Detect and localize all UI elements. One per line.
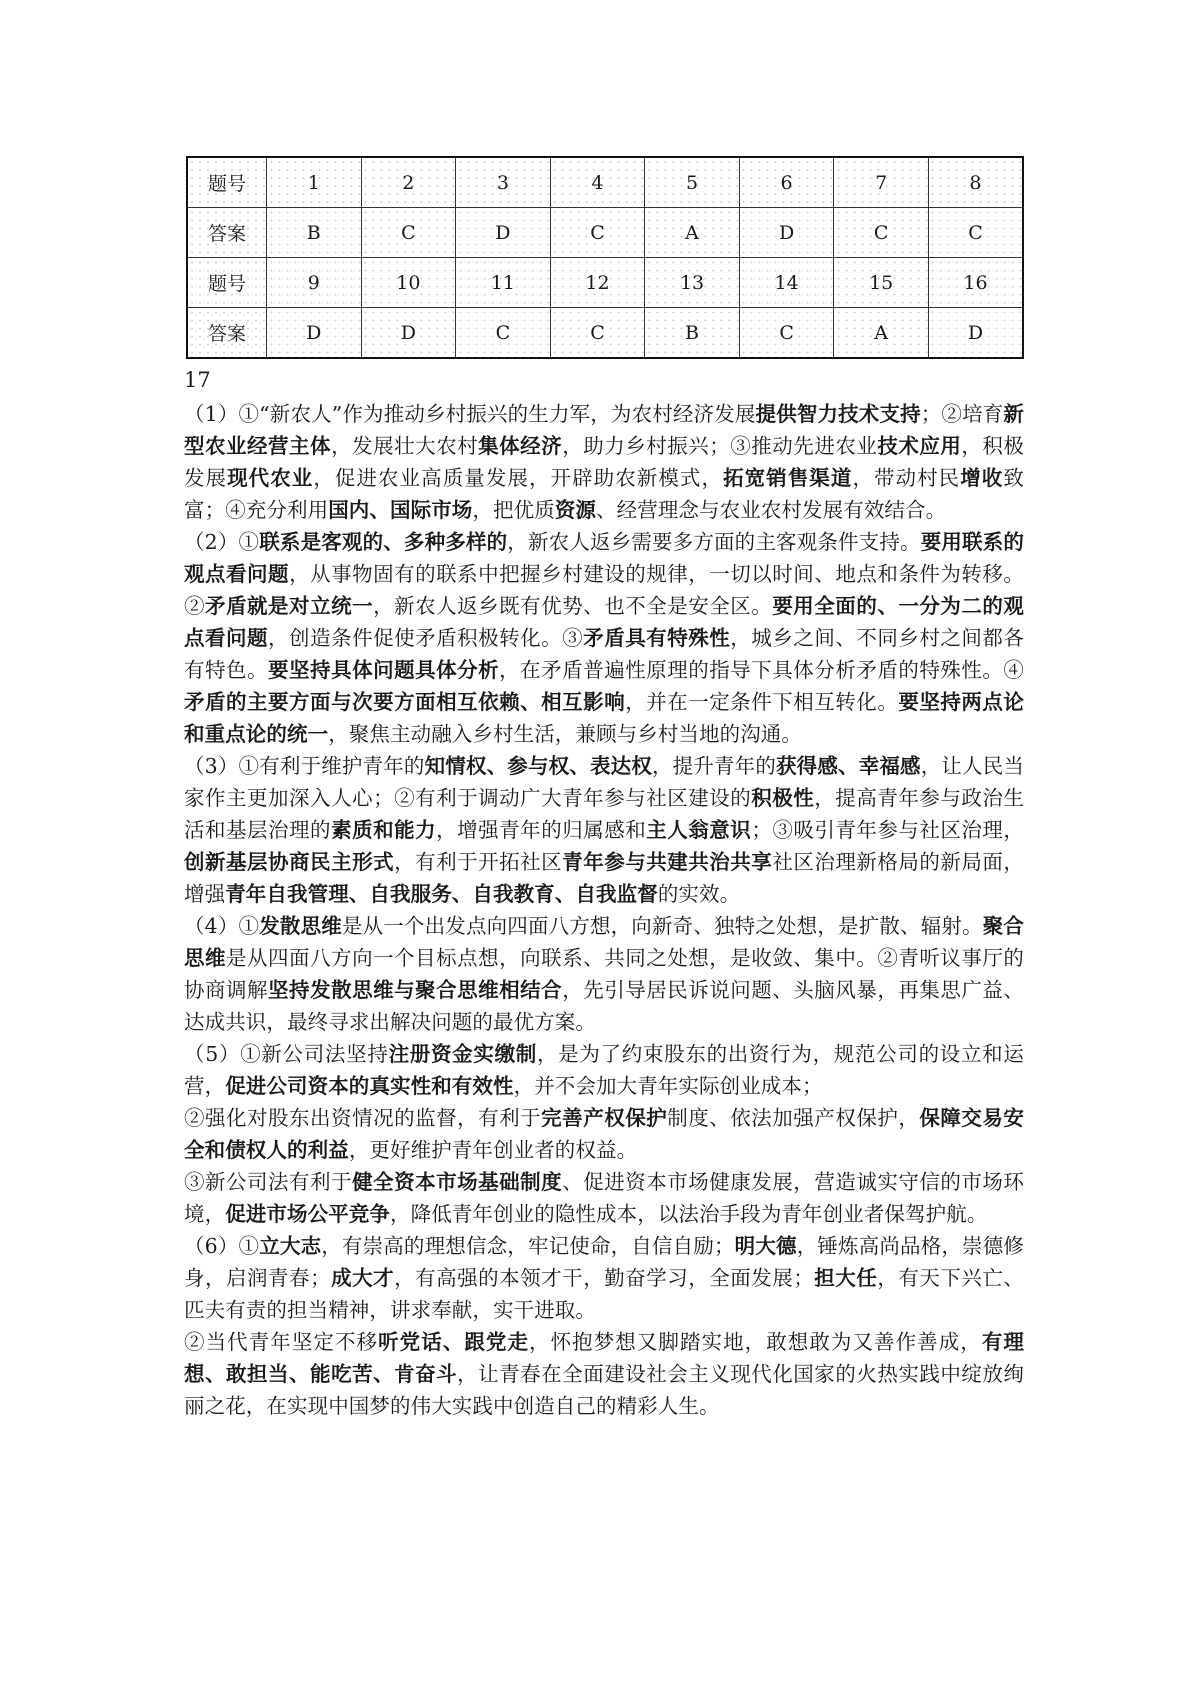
table-cell: D (456, 208, 551, 258)
body-text: ，怀抱梦想又脚踏实地，敢想敢为又善作善成， (529, 1330, 982, 1354)
key-point-text: 矛盾就是对立统一 (205, 594, 374, 618)
key-point-text: 青年自我管理、自我服务、自我教育、自我监督 (225, 882, 658, 906)
answer-key-table-body (187, 157, 1023, 358)
key-point-text: 担大任 (813, 1266, 878, 1290)
body-text: ；②培育 (920, 402, 1004, 426)
key-point-text: 听党话、跟党走 (378, 1330, 529, 1354)
key-point-text: 坚持发散思维与聚合思维相结合 (268, 978, 563, 1002)
table-row (187, 258, 1023, 308)
body-text: （4）① (184, 914, 260, 938)
key-point-text: 注册资金实缴制 (388, 1042, 537, 1066)
body-text: ②当代青年坚定不移 (184, 1330, 379, 1354)
body-text: 是从四面八方向一个目标点想，向联系、共同之处想，是收敛、集中。②青听议事厅的协商调解 (184, 946, 1024, 1002)
table-cell: B (267, 208, 362, 258)
key-point-text: 立大志 (259, 1234, 322, 1258)
body-text: 是从一个出发点向四面八方想，向新奇、独特之处想，是扩散、辐射。 (341, 914, 983, 938)
key-point-text: 有理想、敢担当、能吃苦、肯奋斗 (184, 1330, 1024, 1386)
table-cell: D (361, 308, 456, 359)
body-text: ，提升青年的 (651, 754, 777, 778)
body-text: ，并不会加大青年实际创业成本； (513, 1074, 823, 1098)
key-point-text: 促进市场公平竞争 (225, 1202, 391, 1226)
key-point-text: 联系是客观的、多种多样的 (259, 530, 508, 554)
body-text: ，有崇高的理想信念，牢记使命，自信自励； (321, 1234, 735, 1258)
key-point-text: 完善产权保护 (541, 1106, 668, 1130)
body-text: ，是为了约束股东的出资行为，规范公司的设立和运营， (184, 1042, 1024, 1098)
table-cell: A (645, 208, 740, 258)
key-point-text: 促进公司资本的真实性和有效性 (225, 1074, 514, 1098)
table-cell: 7 (834, 157, 929, 208)
body-text: ②强化对股东出资情况的监督，有利于 (184, 1106, 542, 1130)
table-row (187, 308, 1023, 359)
body-text: ，新农人返乡既有优势、也不全是安全区。 (373, 594, 773, 618)
key-point-text: 明大德 (734, 1234, 797, 1258)
table-cell: 10 (361, 258, 456, 308)
table-cell: D (267, 308, 362, 359)
body-text: ；③吸引青年参与社区治理， (751, 818, 1025, 842)
answer-paragraph (184, 1230, 1024, 1326)
row-header-cell: 答案 (187, 208, 267, 258)
body-text: 的实效。 (657, 882, 741, 906)
body-text: （6）① (184, 1234, 260, 1258)
body-text: ，城乡之间、不同乡村之间都各有特色。 (184, 626, 1025, 682)
answer-paragraph (184, 1326, 1024, 1422)
table-cell: C (739, 308, 834, 359)
table-cell: C (361, 208, 456, 258)
key-point-text: 素质和能力 (331, 818, 437, 842)
table-row (187, 157, 1023, 208)
body-text: （5）①新公司法坚持 (184, 1042, 389, 1066)
key-point-text: 获得感、幸福感 (776, 754, 921, 778)
body-text: ，促进农业高质量发展，开辟助农新模式， (313, 466, 724, 490)
table-cell: D (739, 208, 834, 258)
key-point-text: 健全资本市场基础制度 (352, 1170, 563, 1194)
body-text: ，并在一定条件下相互转化。 (625, 690, 899, 714)
body-text: ，把优质 (472, 498, 555, 522)
body-text: ，有高强的本领才干，勤奋学习，全面发展； (394, 1266, 814, 1290)
table-cell: A (834, 308, 929, 359)
table-cell: 5 (645, 157, 740, 208)
body-text: （2）① (184, 530, 260, 554)
row-header-cell: 题号 (187, 157, 267, 208)
table-cell: 11 (456, 258, 551, 308)
key-point-text: 创新基层协商民主形式 (184, 850, 395, 874)
key-point-text: 青年参与共建共治共享 (562, 850, 773, 874)
answer-paragraph (184, 1102, 1024, 1166)
key-point-text: 拓宽销售渠道 (723, 466, 853, 490)
key-point-text: 技术应用 (877, 434, 962, 458)
body-text: ，在矛盾普遍性原理的指导下具体分析矛盾的特殊性。④ (499, 658, 1024, 682)
body-text: ，有利于开拓社区 (394, 850, 563, 874)
key-point-text: 矛盾的主要方面与次要方面相互依赖、相互影响 (184, 690, 626, 714)
answer-paragraph (184, 398, 1024, 526)
table-cell: C (550, 308, 645, 359)
table-cell: 16 (928, 258, 1023, 308)
key-point-text: 要坚持两点论和重点论的统一 (184, 690, 1024, 746)
answer-paragraph (184, 910, 1024, 1038)
table-cell: 2 (361, 157, 456, 208)
body-text: ，积极发展 (184, 434, 1025, 490)
table-cell: B (645, 308, 740, 359)
table-cell: 6 (739, 157, 834, 208)
table-cell: 9 (267, 258, 362, 308)
key-point-text: 提供智力技术支持 (755, 402, 921, 426)
table-cell: C (834, 208, 929, 258)
answer-paragraph (184, 1166, 1024, 1230)
key-point-text: 知情权、参与权、表达权 (424, 754, 652, 778)
body-text: ，有天下兴亡、匹夫有责的担当精神，讲求奉献，实干进取。 (184, 1266, 1025, 1322)
row-header-cell: 题号 (187, 258, 267, 308)
question-number: 17 (184, 368, 211, 392)
key-point-text: 国内、国际市场 (328, 498, 473, 522)
body-text: ，创造条件促使矛盾积极转化。③ (268, 626, 584, 650)
body-text: ，让青春在全面建设社会主义现代化国家的火热实践中绽放绚丽之花，在实现中国梦的伟大实践中创造自己的精彩人生。 (184, 1362, 1024, 1418)
key-point-text: 要坚持具体问题具体分析 (268, 658, 500, 682)
key-point-text: 聚合思维 (184, 914, 1024, 970)
answer-body (184, 398, 1024, 1422)
key-point-text: 矛盾具有特殊性 (583, 626, 731, 650)
body-text: ，聚焦主动融入乡村生活，兼顾与乡村当地的沟通。 (328, 722, 803, 746)
body-text: ，降低青年创业的隐性成本，以法治手段为青年创业者保驾护航。 (390, 1202, 988, 1226)
body-text: 、经营理念与农业农村发展有效结合。 (596, 498, 947, 522)
body-text: ，发展壮大农村 (331, 434, 479, 458)
body-text: ，从事物固有的联系中把握乡村建设的规律，一切以时间、地点和条件为转移。② (184, 562, 1025, 618)
table-cell: C (456, 308, 551, 359)
body-text: （3）①有利于维护青年的 (184, 754, 425, 778)
body-text: ，增强青年的归属感和 (436, 818, 647, 842)
table-cell: C (928, 208, 1023, 258)
key-point-text: 发散思维 (259, 914, 342, 938)
body-text: ，锤炼高尚品格，崇德修身，启润青春； (184, 1234, 1024, 1290)
table-cell: 13 (645, 258, 740, 308)
key-point-text: 积极性 (751, 786, 815, 810)
body-text: 致富；④充分利用 (184, 466, 1024, 522)
key-point-text: 集体经济 (478, 434, 563, 458)
body-text: ，助力乡村振兴；③推动先进农业 (562, 434, 878, 458)
table-cell: 14 (739, 258, 834, 308)
body-text: 社区治理新格局的新局面，增强 (184, 850, 1025, 906)
body-text: ，提高青年参与政治生活和基层治理的 (184, 786, 1024, 842)
key-point-text: 要用全面的、一分为二的观点看问题 (184, 594, 1024, 650)
answer-paragraph (184, 750, 1024, 910)
answer-key-table (186, 156, 1024, 359)
body-text: ③新公司法有利于 (184, 1170, 353, 1194)
key-point-text: 资源 (554, 498, 597, 522)
answer-paragraph (184, 1038, 1024, 1102)
answer-paragraph (184, 526, 1024, 750)
table-cell: 12 (550, 258, 645, 308)
key-point-text: 主人翁意识 (646, 818, 752, 842)
body-text: ，让人民当家作主更加深入人心；②有利于调动广大青年参与社区建设的 (184, 754, 1025, 810)
table-cell: 1 (267, 157, 362, 208)
body-text: ，更好维护青年创业者的权益。 (348, 1138, 638, 1162)
key-point-text: 现代农业 (227, 466, 314, 490)
key-point-text: 保障交易安全和债权人的利益 (184, 1106, 1024, 1162)
table-cell: C (550, 208, 645, 258)
body-text: ，先引导居民诉说问题、头脑风暴，再集思广益、达成共识，最终寻求出解决问题的最优方案。 (184, 978, 1024, 1034)
body-text: ，带动村民 (852, 466, 961, 490)
body-text: 、促进资本市场健康发展，营造诚实守信的市场环境， (184, 1170, 1025, 1226)
key-point-text: 要用联系的观点看问题 (184, 530, 1025, 586)
table-row (187, 208, 1023, 258)
table-cell: D (928, 308, 1023, 359)
table-cell: 8 (928, 157, 1023, 208)
key-point-text: 增收 (960, 466, 1004, 490)
row-header-cell: 答案 (187, 308, 267, 359)
key-point-text: 成大才 (330, 1266, 395, 1290)
key-point-text: 新型农业经营主体 (184, 402, 1024, 458)
body-text: （1）①“新农人”作为推动乡村振兴的生力军，为农村经济发展 (184, 402, 756, 426)
body-text: ，新农人返乡需要多方面的主客观条件支持。 (507, 530, 921, 554)
table-cell: 4 (550, 157, 645, 208)
table-cell: 15 (834, 258, 929, 308)
table-cell: 3 (456, 157, 551, 208)
body-text: 制度、依法加强产权保护， (667, 1106, 920, 1130)
